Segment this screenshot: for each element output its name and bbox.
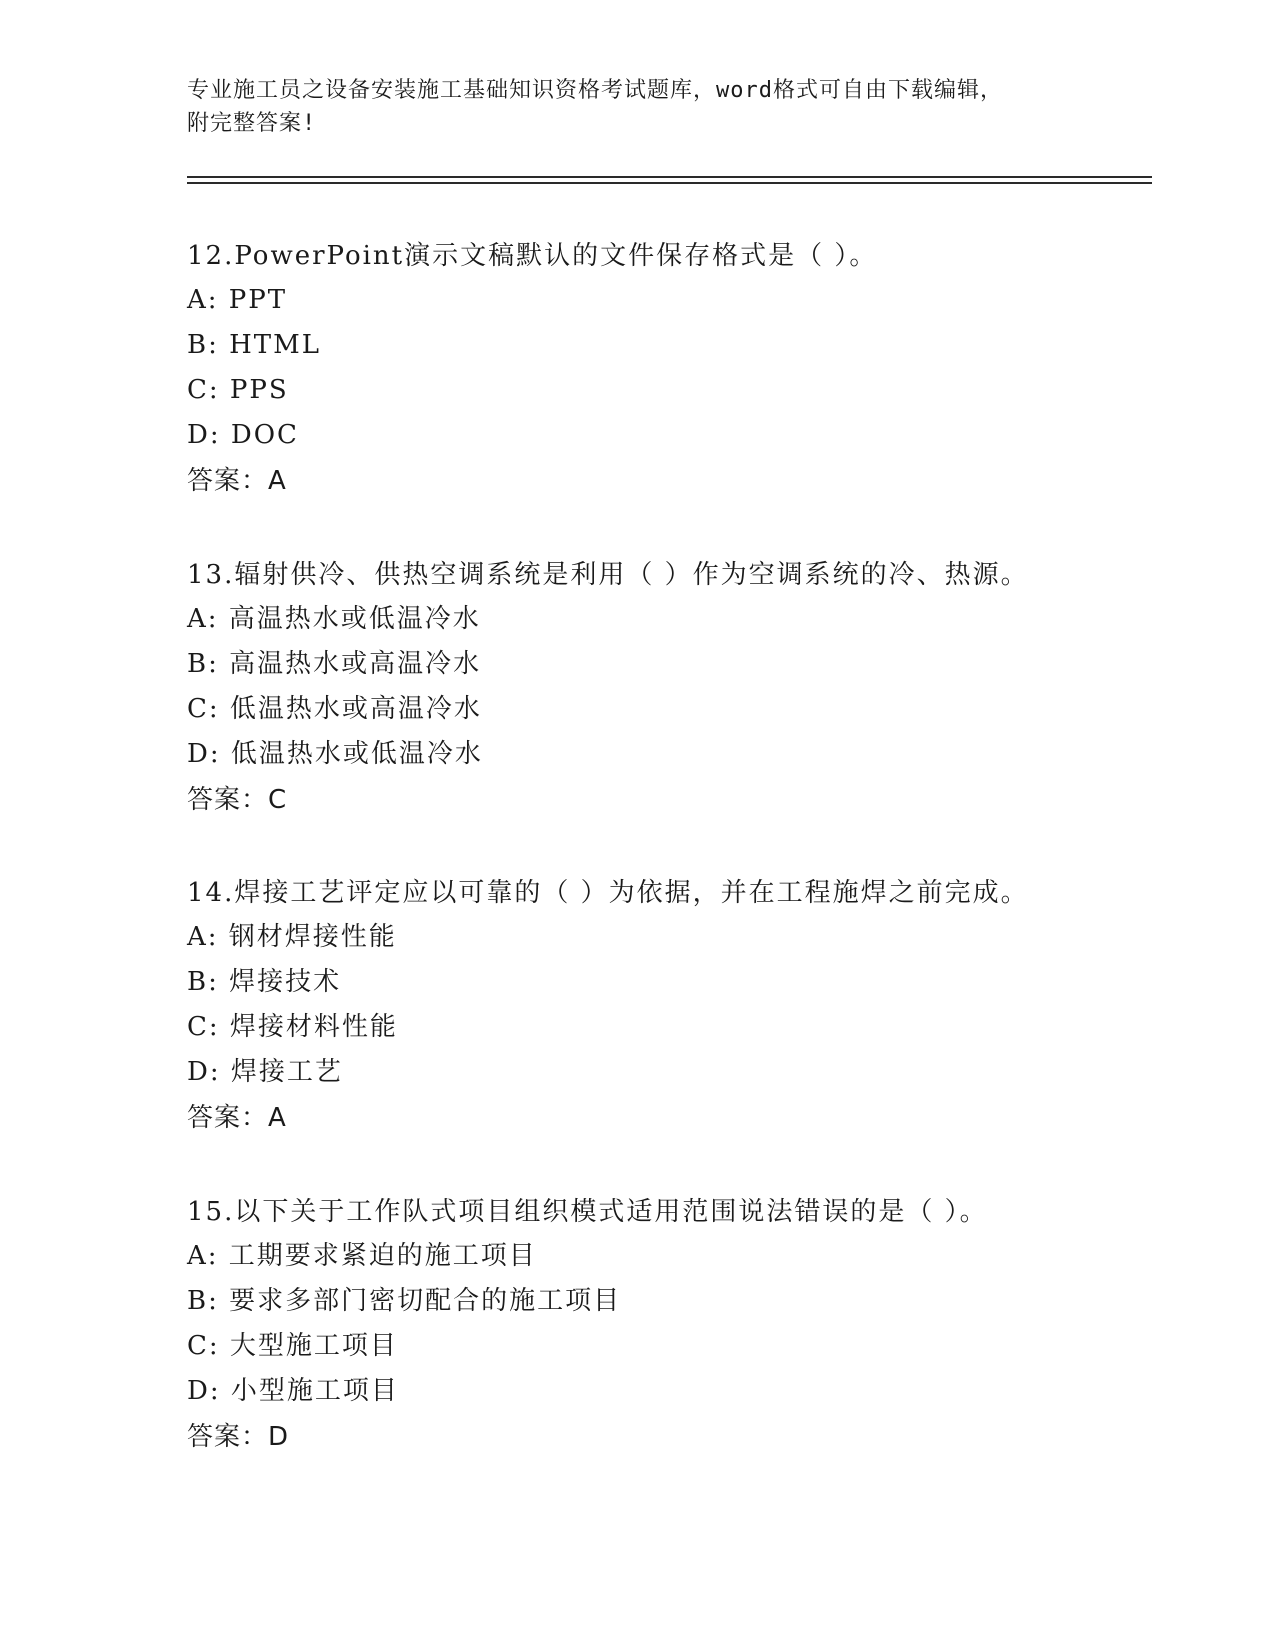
answer-text: 答案：A [187,1103,287,1133]
question-15 [187,1190,1147,1460]
option-a: A: 高温热水或低温冷水 [187,604,481,634]
option-c: C: 大型施工项目 [187,1331,398,1361]
question-12 [187,234,1147,504]
option-b: B: 要求多部门密切配合的施工项目 [187,1286,622,1316]
question-stem: 12.PowerPoint演示文稿默认的文件保存格式是（ ）。 [187,241,878,271]
option-c: C: 焊接材料性能 [187,1012,398,1042]
header-divider-bottom [187,182,1152,184]
option-c: C: 低温热水或高温冷水 [187,694,482,724]
question-14 [187,871,1147,1141]
question-stem: 14.焊接工艺评定应以可靠的（ ）为依据，并在工程施焊之前完成。 [187,878,1029,908]
header-divider-top [187,176,1152,178]
question-13 [187,553,1147,823]
option-d: D: 焊接工艺 [187,1057,343,1087]
option-a: A: 工期要求紧迫的施工项目 [187,1241,537,1271]
option-a: A: 钢材焊接性能 [187,922,397,952]
option-b: B: 焊接技术 [187,967,342,997]
option-d: D: DOC [187,420,299,450]
answer-text: 答案：A [187,466,287,496]
option-b: B: HTML [187,330,322,360]
question-stem: 15.以下关于工作队式项目组织模式适用范围说法错误的是（ ）。 [187,1197,988,1227]
header-line-2: 附完整答案! [187,111,317,136]
question-stem: 13.辐射供冷、供热空调系统是利用（ ）作为空调系统的冷、热源。 [187,560,1029,590]
answer-text: 答案：D [187,1422,290,1452]
answer-text: 答案：C [187,785,288,815]
option-a: A: PPT [187,285,288,315]
document-header [187,74,1087,140]
option-d: D: 低温热水或低温冷水 [187,739,483,769]
option-b: B: 高温热水或高温冷水 [187,649,482,679]
header-line-1: 专业施工员之设备安装施工基础知识资格考试题库，word格式可自由下载编辑， [187,78,1003,103]
option-d: D: 小型施工项目 [187,1376,399,1406]
option-c: C: PPS [187,375,289,405]
